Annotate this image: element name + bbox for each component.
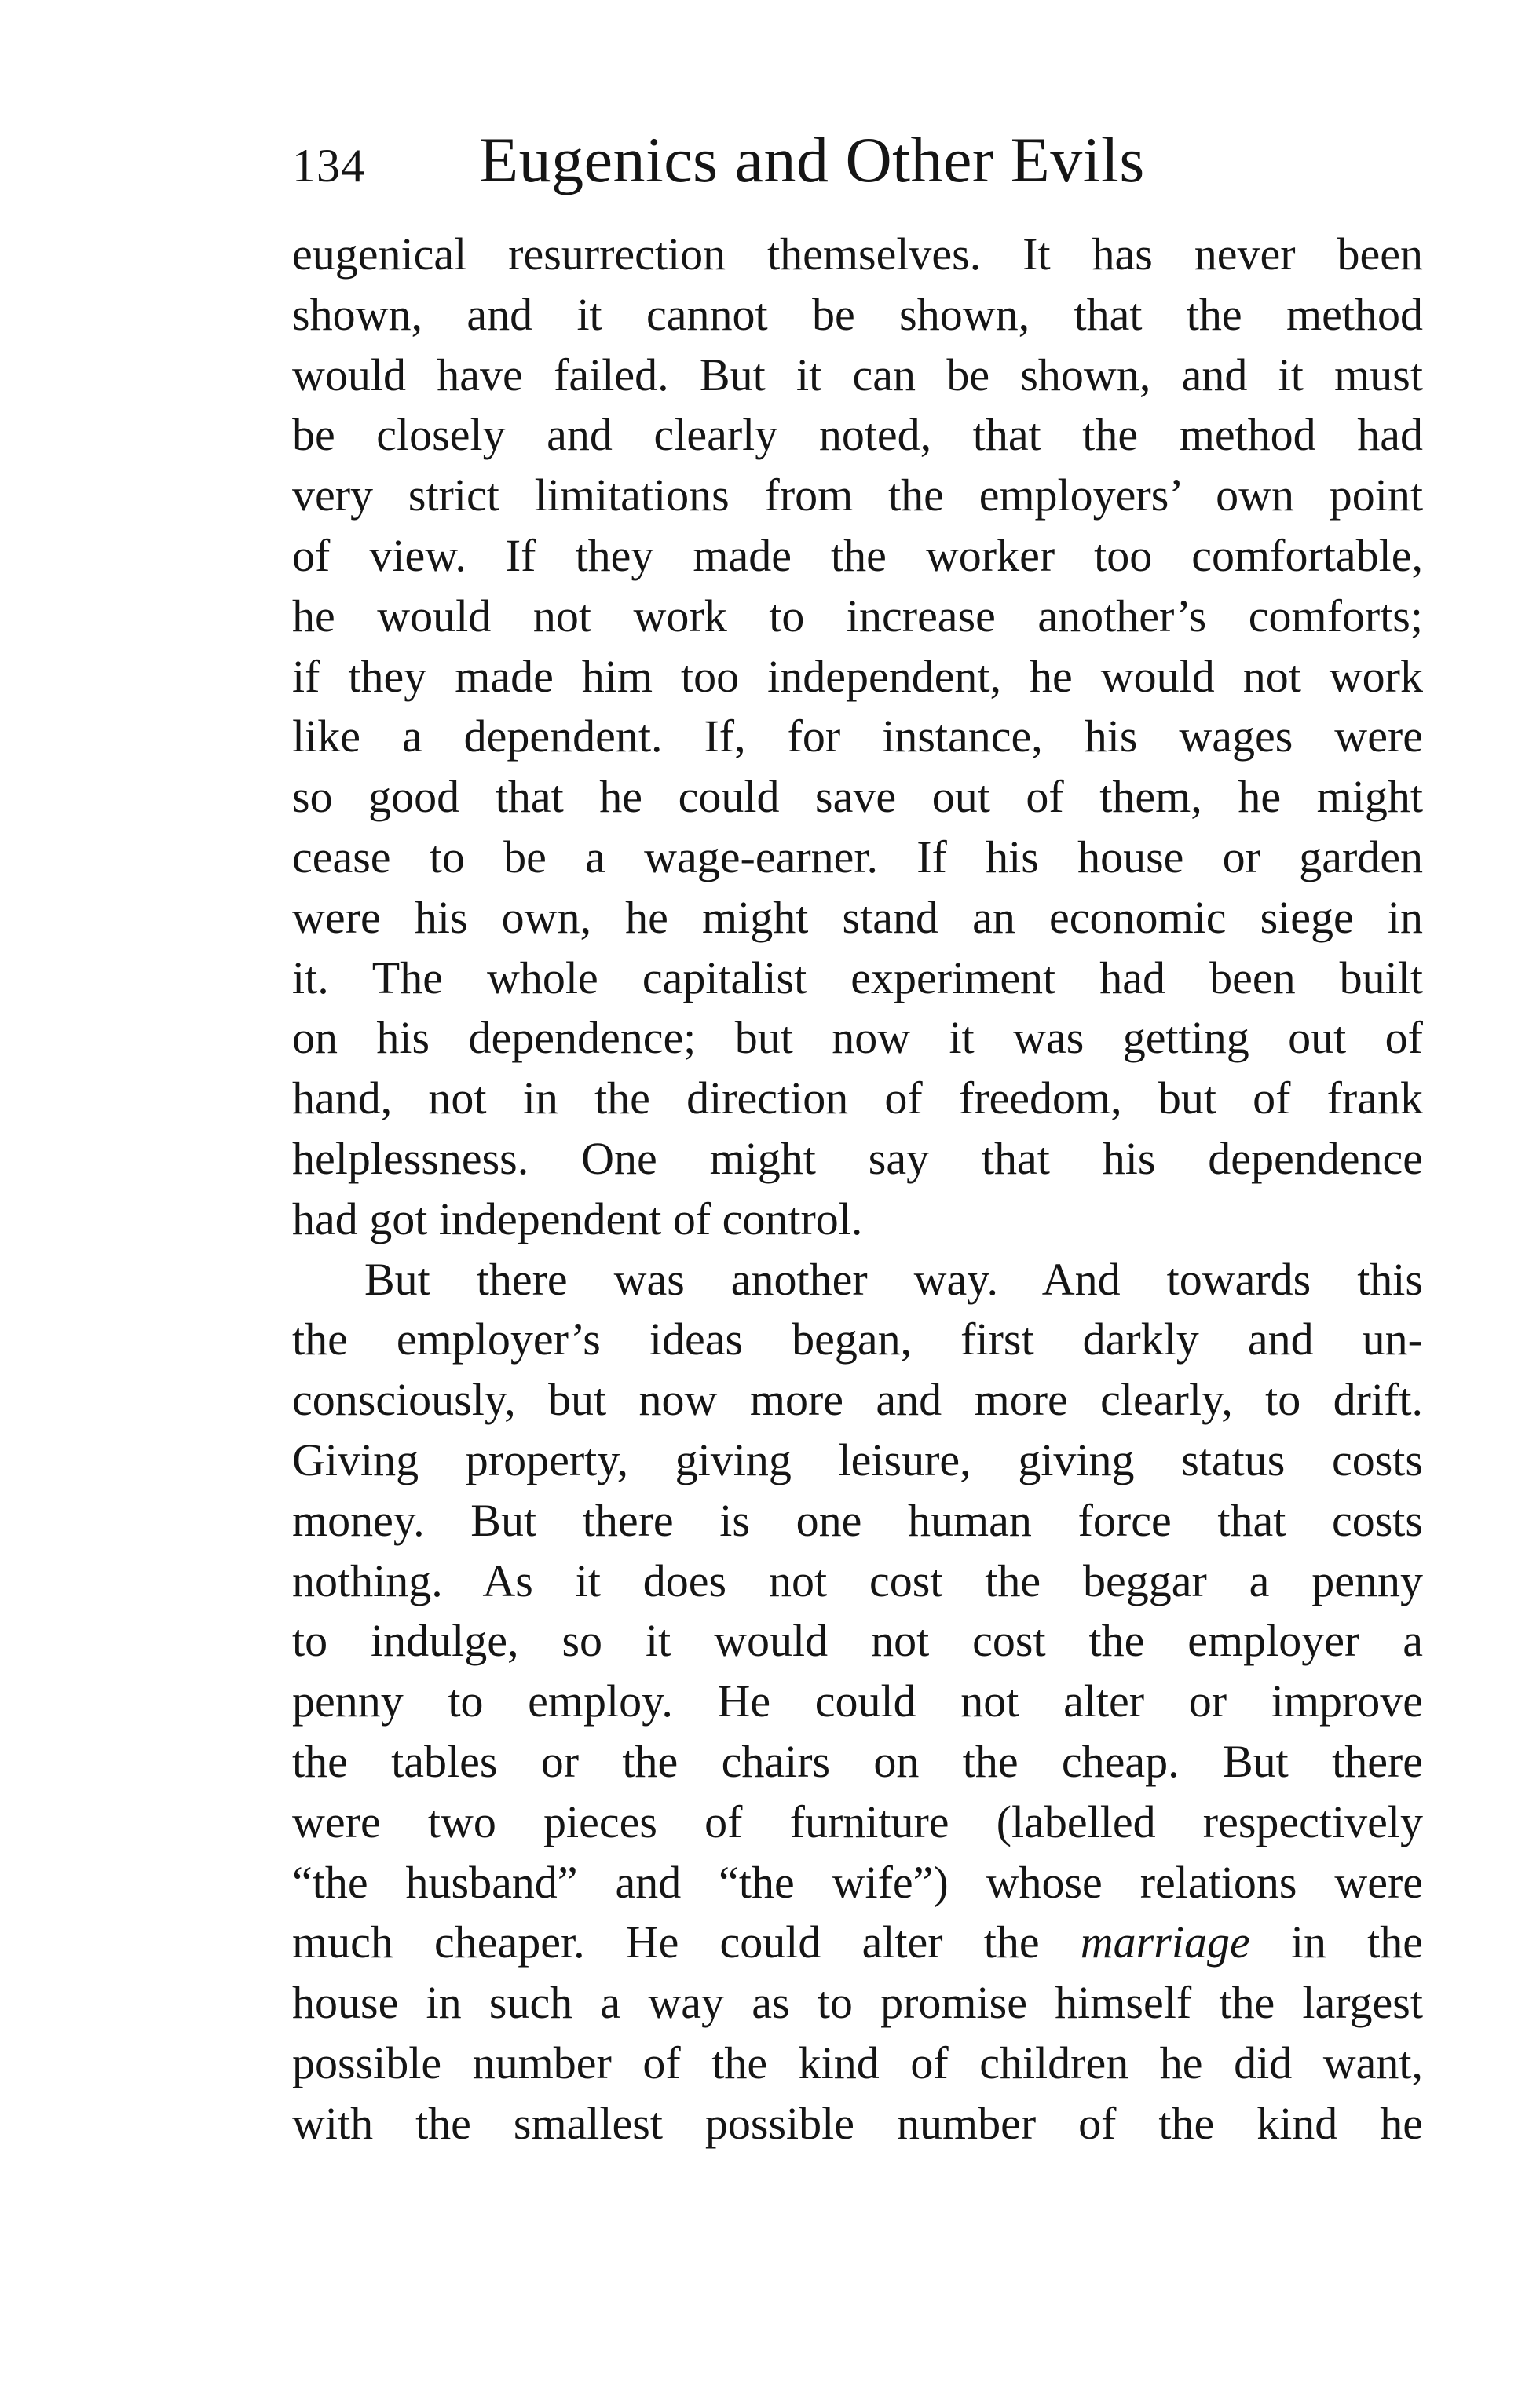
- text-line: on his dependence; but now it was getting out of: [292, 1012, 1423, 1064]
- text-line: to indulge, so it would not cost the employer a: [292, 1615, 1423, 1667]
- text-line: house in such a way as to promise himself the largest: [292, 1977, 1423, 2029]
- text-segment: much cheaper. He could alter the: [292, 1917, 1081, 1968]
- text-line: penny to employ. He could not alter or improve: [292, 1675, 1423, 1727]
- text-line: were his own, he might stand an economic siege in: [292, 891, 1423, 943]
- text-segment: in the: [1249, 1917, 1423, 1968]
- text-line: eugenical resurrection themselves. It has never been: [292, 228, 1423, 280]
- text-line: consciously, but now more and more clearly, to drift.: [292, 1374, 1423, 1426]
- text-line: shown, and it cannot be shown, that the method: [292, 288, 1423, 340]
- text-line: with the smallest possible number of the kind he: [292, 2097, 1423, 2149]
- text-line: like a dependent. If, for instance, his wages were: [292, 711, 1423, 762]
- text-line: hand, not in the direction of freedom, but of frank: [292, 1072, 1423, 1124]
- text-line-with-italic: [292, 1913, 1423, 1973]
- text-line: possible number of the kind of children he did want,: [292, 2037, 1423, 2088]
- text-line: if they made him too independent, he would not work: [292, 650, 1423, 702]
- text-line: it. The whole capitalist experiment had been built: [292, 952, 1423, 1003]
- text-line: helplessness. One might say that his dependence: [292, 1132, 1423, 1184]
- text-line: so good that he could save out of them, he might: [292, 771, 1423, 823]
- text-line: Giving property, giving leisure, giving status costs: [292, 1434, 1423, 1485]
- text-line: be closely and clearly noted, that the method had: [292, 409, 1423, 461]
- text-line: nothing. As it does not cost the beggar a penny: [292, 1555, 1423, 1606]
- text-line: the tables or the chairs on the cheap. But there: [292, 1735, 1423, 1787]
- text-line: he would not work to increase another’s comforts;: [292, 590, 1423, 641]
- text-line: “the husband” and “the wife”) whose relations were: [292, 1856, 1423, 1908]
- text-line: But there was another way. And towards this: [364, 1253, 1423, 1305]
- text-line: were two pieces of furniture (labelled respectively: [292, 1796, 1423, 1847]
- text-line: cease to be a wage-earner. If his house or garden: [292, 831, 1423, 882]
- page-number: 134: [292, 140, 365, 192]
- running-title: Eugenics and Other Evils: [479, 124, 1145, 195]
- italic-word: marriage: [1080, 1917, 1250, 1968]
- paragraph-1: [292, 225, 1423, 1250]
- text-line: of view. If they made the worker too comfortable,: [292, 529, 1423, 581]
- text-line: would have failed. But it can be shown, and it must: [292, 349, 1423, 400]
- text-line: money. But there is one human force that costs: [292, 1494, 1423, 1546]
- text-line: had got independent of control.: [292, 1193, 863, 1244]
- paragraph-2: [292, 1250, 1423, 2154]
- text-line: the employer’s ideas began, first darkly and un-: [292, 1314, 1423, 1365]
- text-line: very strict limitations from the employers’ own point: [292, 470, 1423, 521]
- page-header: [292, 122, 1423, 216]
- body-text: [292, 225, 1423, 2154]
